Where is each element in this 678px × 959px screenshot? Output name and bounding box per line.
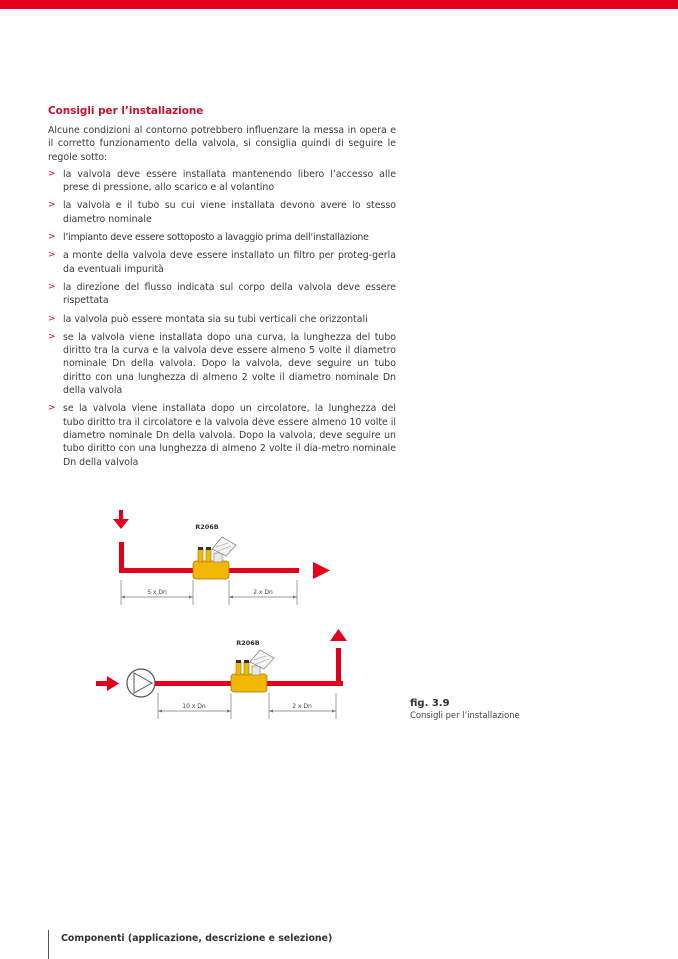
flow-right-arrow-icon bbox=[96, 676, 119, 691]
diagram-valve-after-circulator bbox=[92, 625, 352, 725]
section-intro: Alcune condizioni al contorno potrebbero influenzare la messa in opera e il corretto funzionamento della valvola, si consiglia quindi di seguire le regole sotto: bbox=[48, 125, 396, 163]
list-item: > la valvola e il tubo su cui viene installata devono avere lo stesso diametro nominale bbox=[48, 200, 396, 225]
list-item: > se la valvola viene installata dopo un circolatore, la lunghezza del tubo diritto tra il circolatore e la valvola deve essere almeno 10 volte il diametro nominale Dn della valvola. Dopo la valvola, deve seguire un tubo diritto con una lunghezza di almeno 2 volte il dia-metro nominale Dn della valvola bbox=[48, 403, 396, 468]
upstream-length-label: 10 x Dn bbox=[182, 703, 206, 710]
chevron-right-icon: > bbox=[48, 331, 56, 342]
valve-label: R206B bbox=[195, 523, 219, 531]
recommendation-list bbox=[48, 168, 396, 469]
chevron-right-icon: > bbox=[48, 200, 56, 211]
list-item: > se la valvola viene installata dopo una curva, la lunghezza del tubo diritto tra la curva e la valvola deve essere almeno 5 volte il diametro nominale Dn della valvola. Dopo la valvola, deve seguire un tubo diritto con una lunghezza di almeno 2 volte il diametro nominale Dn della valvola bbox=[48, 331, 396, 397]
figure-number: fig. 3.9 bbox=[410, 698, 450, 709]
list-item: > a monte della valvola deve essere installato un filtro per proteg-gerla da eventuali impurità bbox=[48, 250, 396, 275]
upstream-length-label: 5 x Dn bbox=[147, 589, 167, 596]
flow-up-arrow-icon bbox=[330, 629, 347, 641]
flow-right-arrow-icon bbox=[313, 562, 330, 579]
downstream-length-label: 2 x Dn bbox=[253, 589, 273, 596]
figure-caption bbox=[410, 697, 520, 721]
chevron-right-icon: > bbox=[48, 250, 56, 261]
valve-label: R206B bbox=[236, 639, 260, 647]
chevron-right-icon: > bbox=[48, 313, 56, 324]
diagram-valve-after-bend bbox=[100, 505, 340, 610]
chevron-right-icon: > bbox=[48, 281, 56, 292]
section-title: Consigli per l’installazione bbox=[48, 105, 204, 117]
list-item: > la valvola deve essere installata mantenendo libero l’accesso alle prese di pressione, allo scarico e al volantino bbox=[48, 168, 396, 194]
installation-section bbox=[48, 104, 396, 474]
list-item: > la direzione del flusso indicata sul corpo della valvola deve essere rispettata bbox=[48, 281, 396, 307]
circulator-pump-icon bbox=[127, 669, 155, 697]
flow-down-arrow-icon bbox=[113, 510, 129, 529]
top-accent-bar bbox=[0, 0, 678, 9]
chevron-right-icon: > bbox=[48, 168, 56, 179]
footer-chapter-title: Componenti (applicazione, descrizione e selezione) bbox=[61, 933, 333, 944]
list-item: > la valvola può essere montata sia su tubi verticali che orizzontali bbox=[48, 313, 368, 325]
footer-divider bbox=[48, 930, 49, 959]
chevron-right-icon: > bbox=[48, 232, 56, 243]
list-item: > l’impianto deve essere sottoposto a lavaggio prima dell’installazione bbox=[48, 232, 369, 244]
downstream-length-label: 2 x Dn bbox=[292, 703, 312, 710]
chevron-right-icon: > bbox=[48, 403, 56, 414]
figure-caption-text: Consigli per l’installazione bbox=[410, 710, 520, 720]
